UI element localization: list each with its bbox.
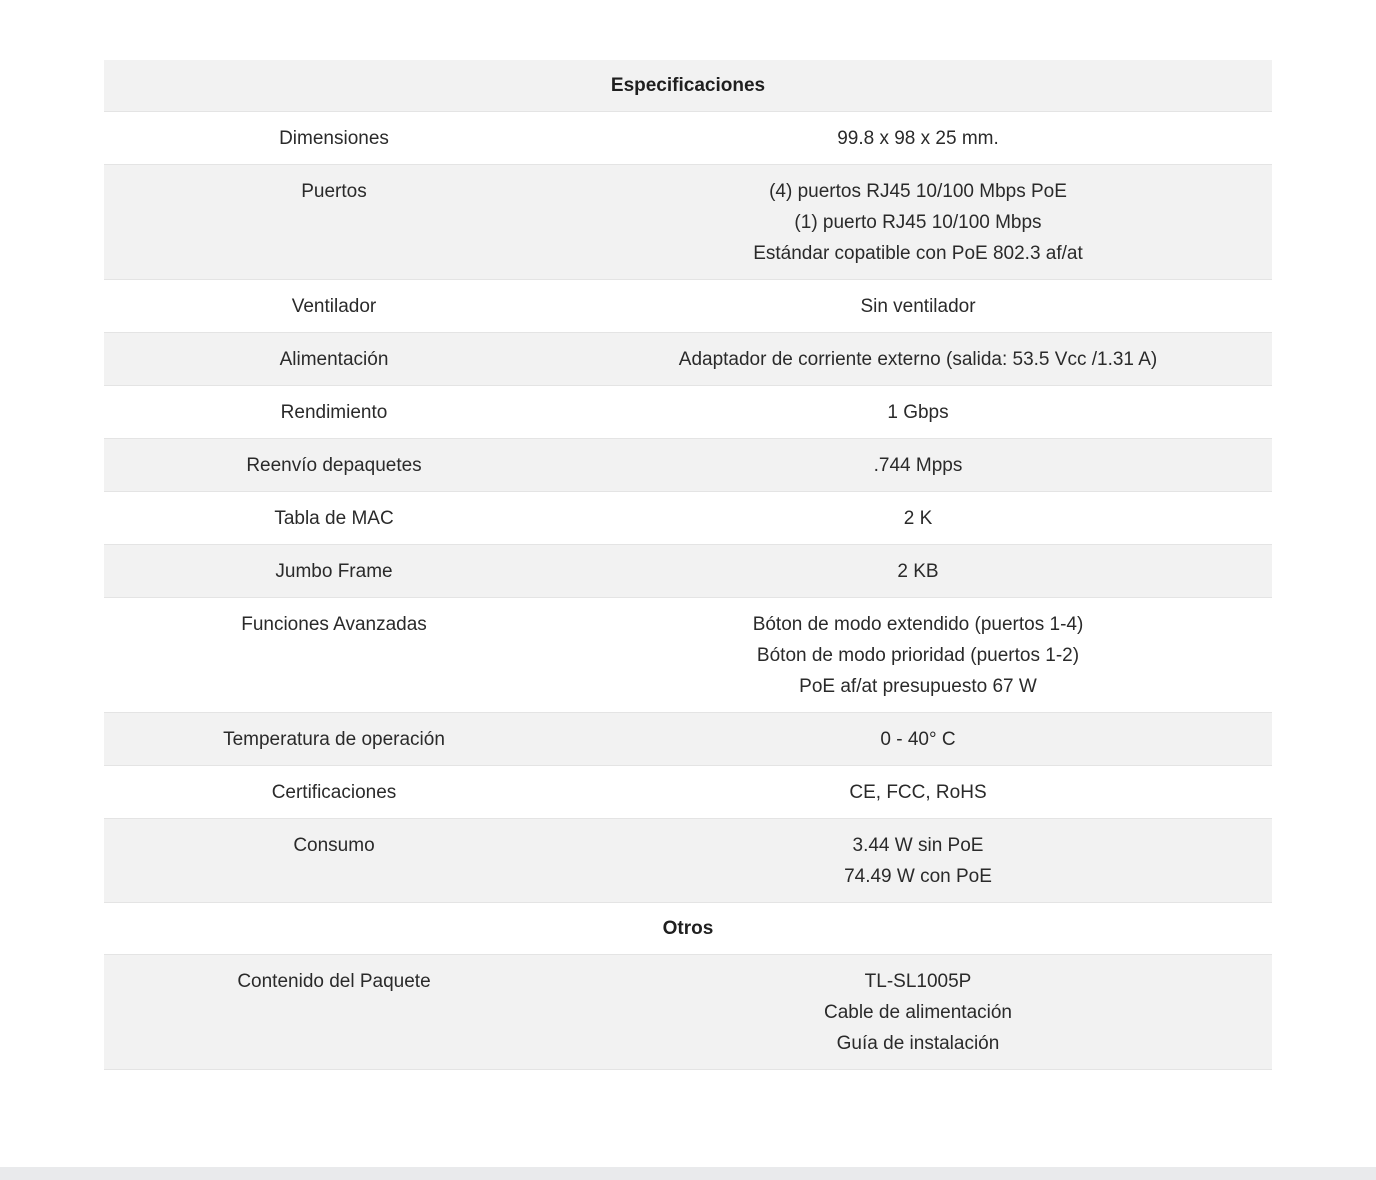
spec-label: Alimentación — [279, 349, 389, 370]
spec-value — [564, 386, 1272, 438]
spec-label: Funciones Avanzadas — [241, 614, 427, 635]
section-header-others: Otros — [104, 903, 1272, 955]
spec-row — [104, 112, 1272, 165]
section-header-specs: Especificaciones — [104, 60, 1272, 112]
spec-value-line: PoE af/at presupuesto 67 W — [799, 676, 1037, 697]
spec-rows — [104, 112, 1272, 903]
spec-row — [104, 766, 1272, 819]
spec-value-line: 2 KB — [897, 561, 939, 582]
spec-value-line: (1) puerto RJ45 10/100 Mbps — [794, 212, 1042, 233]
spec-value-line: 99.8 x 98 x 25 mm. — [837, 128, 999, 149]
spec-value — [564, 713, 1272, 765]
spec-value — [564, 112, 1272, 164]
spec-label: Rendimiento — [280, 402, 388, 423]
spec-row — [104, 165, 1272, 280]
spec-row — [104, 386, 1272, 439]
spec-value — [564, 492, 1272, 544]
spec-value-line: Bóton de modo extendido (puertos 1-4) — [752, 614, 1084, 635]
spec-row — [104, 955, 1272, 1070]
spec-value-line: Guía de instalación — [836, 1033, 1000, 1054]
footer-bar — [0, 1167, 1376, 1180]
spec-value — [564, 819, 1272, 902]
spec-label: Contenido del Paquete — [237, 971, 431, 992]
spec-label: Tabla de MAC — [274, 508, 394, 529]
spec-value-line: Sin ventilador — [860, 296, 976, 317]
spec-value-line: 74.49 W con PoE — [844, 866, 992, 887]
spec-label: Consumo — [293, 835, 375, 856]
spec-value — [564, 955, 1272, 1069]
spec-value-line: 1 Gbps — [887, 402, 949, 423]
spec-value — [564, 165, 1272, 279]
spec-value-line: 3.44 W sin PoE — [852, 835, 984, 856]
spec-label: Ventilador — [291, 296, 377, 317]
spec-value — [564, 333, 1272, 385]
spec-value — [564, 280, 1272, 332]
spec-value — [564, 439, 1272, 491]
spec-value-line: Adaptador de corriente externo (salida: 53.5 Vcc /1.31 A) — [678, 349, 1158, 370]
spec-row — [104, 492, 1272, 545]
spec-value-line: .744 Mpps — [873, 455, 963, 476]
spec-value-line: Bóton de modo prioridad (puertos 1-2) — [756, 645, 1080, 666]
spec-value — [564, 598, 1272, 712]
spec-label: Jumbo Frame — [275, 561, 393, 582]
spec-value-line: TL-SL1005P — [864, 971, 972, 992]
spec-row — [104, 819, 1272, 903]
spec-value-line: CE, FCC, RoHS — [849, 782, 987, 803]
spec-row — [104, 439, 1272, 492]
other-rows — [104, 955, 1272, 1070]
spec-value — [564, 545, 1272, 597]
spec-value — [564, 766, 1272, 818]
spec-label: Reenvío depaquetes — [246, 455, 422, 476]
spec-table — [104, 60, 1272, 1070]
spec-row — [104, 598, 1272, 713]
spec-label: Puertos — [301, 181, 367, 202]
spec-row — [104, 333, 1272, 386]
spec-label: Temperatura de operación — [223, 729, 445, 750]
spec-value-line: Cable de alimentación — [823, 1002, 1012, 1023]
spec-label: Certificaciones — [271, 782, 397, 803]
spec-label: Dimensiones — [279, 128, 389, 149]
spec-row — [104, 545, 1272, 598]
spec-row — [104, 280, 1272, 333]
spec-value-line: 2 K — [903, 508, 933, 529]
spec-value-line: Estándar copatible con PoE 802.3 af/at — [753, 243, 1083, 264]
spec-row — [104, 713, 1272, 766]
spec-value-line: 0 - 40° C — [880, 729, 956, 750]
spec-value-line: (4) puertos RJ45 10/100 Mbps PoE — [769, 181, 1067, 202]
